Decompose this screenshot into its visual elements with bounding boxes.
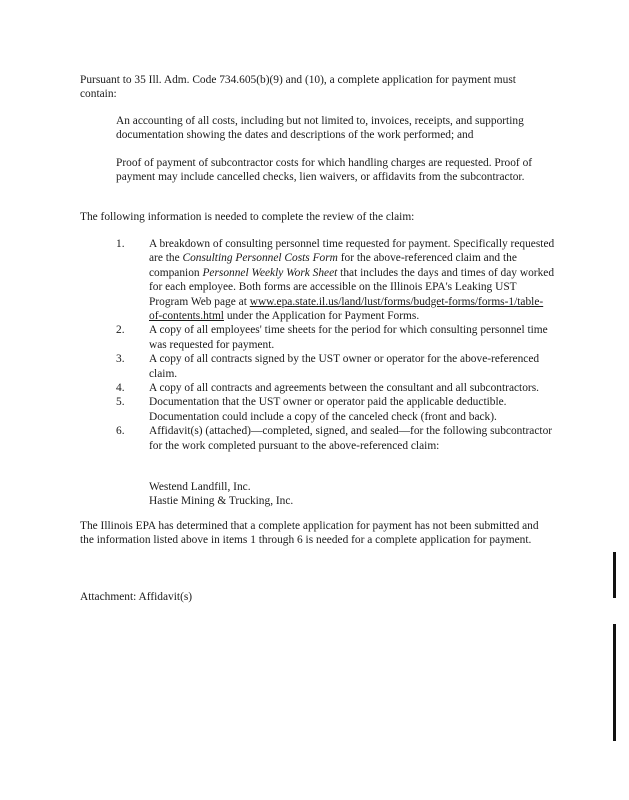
item-text: under the Application for Payment Forms. (223, 310, 420, 323)
subcontractor-list (149, 480, 549, 509)
scan-edge-mark (613, 552, 616, 598)
forms-web-link[interactable]: www.epa.state.il.us/land/lust/forms/budget-forms/forms-1/table-of-contents.html (149, 295, 544, 323)
item-number: 2. (116, 324, 125, 337)
item-number: 4. (116, 382, 125, 395)
list-item (116, 323, 556, 352)
subcontractor-name: Hastie Mining & Trucking, Inc. (149, 495, 294, 508)
item-text: A breakdown of consulting personnel time requested for payment. Specifically requested are the (149, 238, 555, 265)
item-text: A copy of all contracts and agreements between the consultant and all subcontractors. (149, 382, 539, 395)
item-text: A copy of all employees' time sheets for the period for which consulting personnel time was requested for payment. (149, 324, 548, 351)
item-text: for the above-referenced claim and the companion (149, 252, 517, 279)
conclusion-paragraph: The Illinois EPA has determined that a complete application for payment has not been submitted and the information listed above in items 1 through 6 is needed for a complete application for payment. (80, 520, 539, 547)
item-number: 3. (116, 353, 125, 366)
form-title-costs: Consulting Personnel Costs Form (182, 252, 338, 265)
list-item (116, 352, 556, 381)
attachment-line: Attachment: Affidavit(s) (80, 591, 193, 603)
item-text: Affidavit(s) (attached)—completed, signed, and sealed—for the following subcontractor for the work completed pursuant to the above-referenced claim: (149, 425, 553, 452)
item-number: 6. (116, 425, 125, 438)
item-text: Documentation that the UST owner or operator paid the applicable deductible. Documentation could include a copy of the canceled check (front and back). (149, 396, 507, 423)
list-item (116, 237, 556, 323)
item-text: A copy of all contracts signed by the UST owner or operator for the above-referenced claim. (149, 353, 540, 380)
list-item (116, 395, 556, 424)
item-number: 5. (116, 396, 125, 409)
required-items-list (116, 237, 556, 453)
info-needed-heading: The following information is needed to complete the review of the claim: (80, 211, 415, 223)
list-item (116, 381, 556, 395)
subcontractor-name: Westend Landfill, Inc. (149, 481, 251, 493)
form-title-worksheet: Personnel Weekly Work Sheet (202, 266, 338, 279)
requirement-accounting: An accounting of all costs, including but not limited to, invoices, receipts, and supporting documentation showing the dates and descriptions of the work performed; and (116, 115, 524, 142)
list-item (116, 424, 556, 453)
intro-paragraph: Pursuant to 35 Ill. Adm. Code 734.605(b)(9) and (10), a complete application for payment must contain: (80, 74, 516, 101)
item-text: that includes the days and times of day worked for each employee. Both forms are accessible on the Illinois EPA's Leaking UST Program Web page at (149, 266, 555, 308)
scan-edge-mark (613, 624, 616, 741)
item-number: 1. (116, 238, 125, 250)
requirement-proof-of-payment: Proof of payment of subcontractor costs for which handling charges are requested. Proof of payment may include cancelled checks, lien waivers, or affidavits from the subcontractor. (116, 157, 533, 184)
